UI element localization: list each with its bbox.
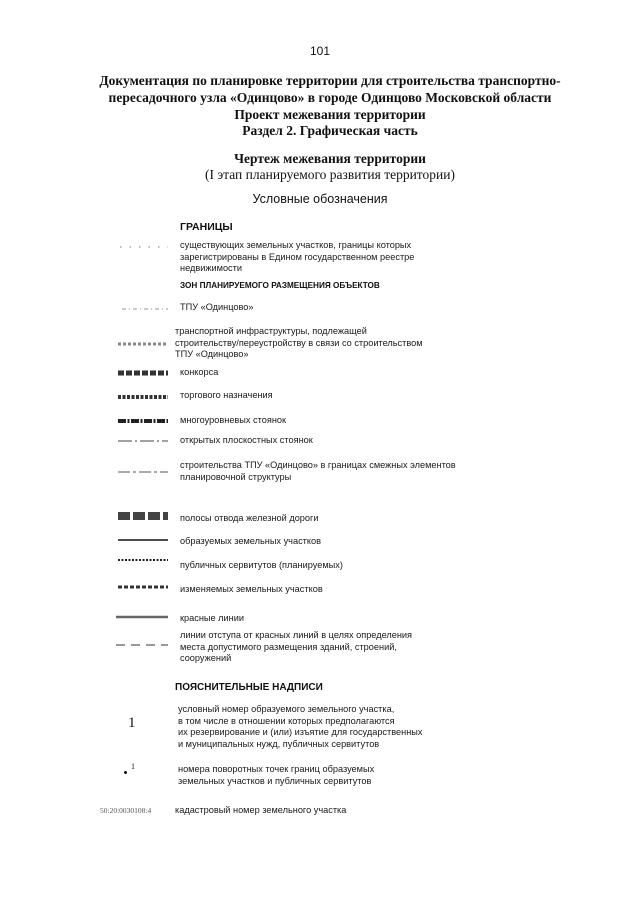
symbol-transport [112, 337, 170, 351]
symbol-turn-point [124, 762, 144, 778]
label-turn-points-line-1: номера поворотных точек границ образуемых [178, 764, 375, 774]
label-construction-line-2: планировочной структуры [180, 471, 292, 482]
section-zones: ЗОН ПЛАНИРУЕМОГО РАЗМЕЩЕНИЯ ОБЪЕКТОВ [180, 281, 380, 290]
label-setback [180, 630, 412, 665]
label-plot-number-line-4: и муниципальных нужд, публичных сервитутов [178, 738, 380, 749]
page-number: 101 [309, 44, 331, 58]
header-line-4: Раздел 2. Графическая часть [242, 123, 418, 138]
label-servitudes: публичных сервитутов (планируемых) [180, 560, 343, 570]
symbol-railway [112, 509, 170, 523]
legend-title: Условные обозначения [252, 192, 388, 206]
label-setback-line-1: линии отступа от красных линий в целях определения [180, 630, 413, 640]
label-transport-line-3: ТПУ «Одинцово» [175, 349, 249, 359]
label-plot-number-line-3: их резервирование и (или) изъятие для государственных [178, 727, 423, 737]
symbol-existing-plots [112, 240, 170, 254]
symbol-changed-plots [112, 580, 170, 594]
label-setback-line-3: сооружений [180, 653, 232, 663]
symbol-tpu [112, 302, 170, 316]
header-line-3: Проект межевания территории [234, 107, 426, 122]
label-changed-plots: изменяемых земельных участков [180, 584, 323, 594]
symbol-cadastral: 50:20:0030108:4 [100, 806, 152, 815]
label-cadastral: кадастровый номер земельного участка [175, 805, 347, 815]
label-plot-number [178, 704, 422, 750]
label-open-parking: открытых плоскостных стоянок [180, 435, 313, 445]
label-trade: торгового назначения [180, 390, 273, 400]
label-existing-plots [180, 240, 414, 275]
label-setback-line-2: места допустимого размещения зданий, строений, [180, 641, 397, 652]
label-existing-plots-line-1: существующих земельных участков, границы которых [180, 240, 412, 250]
drawing-subtitle: (I этап планируемого развития территории) [205, 167, 455, 182]
label-transport-line-1: транспортной инфраструктуры, подлежащей [175, 326, 367, 336]
label-formed-plots: образуемых земельных участков [180, 536, 321, 546]
symbol-setback [112, 638, 170, 652]
label-turn-points-line-2: земельных участков и публичных сервитутов [178, 775, 372, 786]
label-tpu: ТПУ «Одинцово» [180, 302, 254, 312]
symbol-multilevel [112, 414, 170, 428]
label-plot-number-line-2: в том числе в отношении которых предполагаются [178, 715, 395, 726]
header-line-1: Документация по планировке территории для строительства транспортно- [99, 73, 561, 88]
turn-point-dot-icon [124, 771, 127, 774]
symbol-open-parking [112, 434, 170, 448]
symbol-formed-plots [112, 533, 170, 547]
label-transport-line-2: строительству/переустройству в связи со строительством [175, 337, 423, 348]
label-existing-plots-line-2: зарегистрированы в Едином государственном реестре [180, 251, 415, 262]
header-line-2: пересадочного узла «Одинцово» в городе Одинцово Московской области [108, 90, 552, 105]
label-transport [175, 326, 423, 361]
label-construction [180, 460, 456, 483]
section-boundaries: ГРАНИЦЫ [180, 221, 233, 233]
label-railway: полосы отвода железной дороги [180, 513, 319, 523]
label-red-lines: красные линии [180, 613, 245, 623]
symbol-concourse [112, 366, 170, 380]
drawing-title: Чертеж межевания территории [234, 151, 426, 166]
symbol-construction [112, 465, 170, 479]
label-multilevel: многоуровневых стоянок [180, 415, 287, 425]
label-existing-plots-line-3: недвижимости [180, 263, 242, 273]
label-concourse: конкорса [180, 367, 219, 377]
symbol-trade [112, 390, 170, 404]
symbol-servitudes [112, 553, 170, 567]
label-plot-number-line-1: условный номер образуемого земельного участка, [178, 704, 395, 714]
symbol-plot-number: 1 [128, 715, 136, 731]
turn-point-number: 1 [131, 762, 135, 771]
label-turn-points [178, 764, 374, 787]
label-construction-line-1: строительства ТПУ «Одинцово» в границах смежных элементов [180, 460, 456, 470]
section-notes: ПОЯСНИТЕЛЬНЫЕ НАДПИСИ [175, 682, 323, 693]
symbol-red-lines [112, 610, 170, 624]
